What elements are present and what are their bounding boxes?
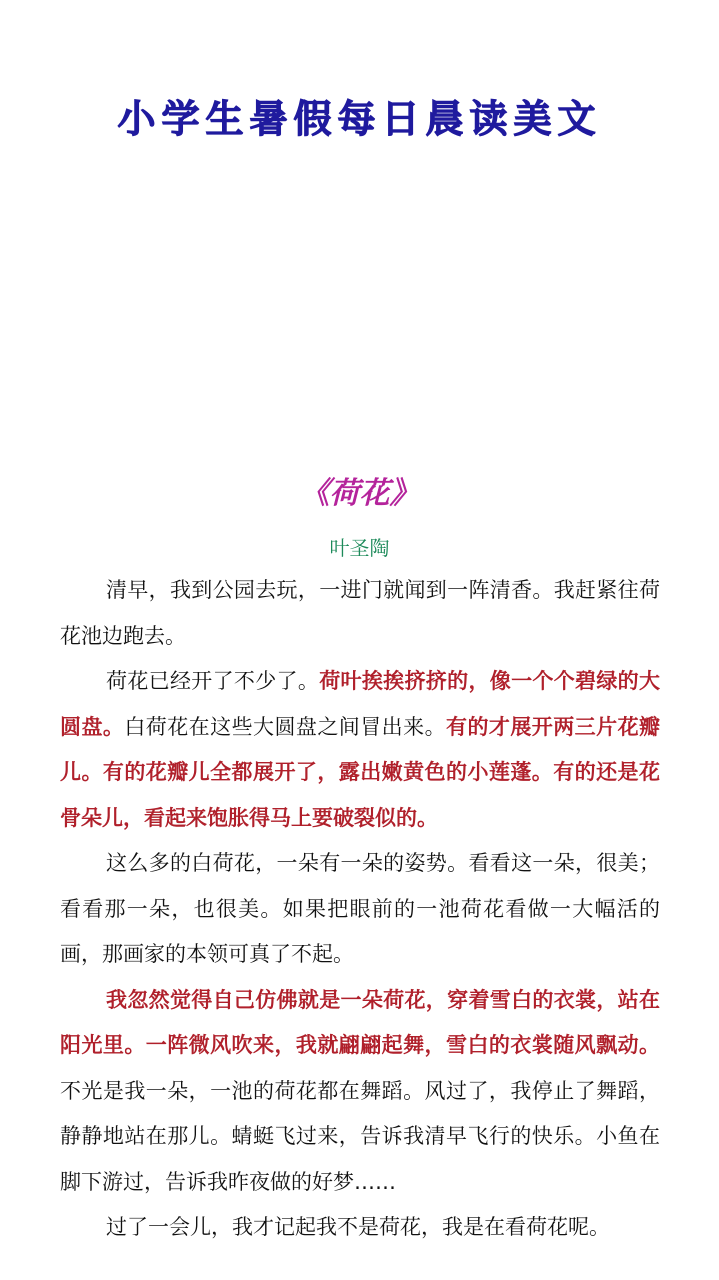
paragraph-5	[60, 1205, 660, 1251]
header-title: 小学生暑假每日晨读美文	[117, 97, 602, 141]
highlighted-text-segment: 有的才展开两三片花瓣儿。有的花瓣儿全都展开了，露出嫩黄色的小莲蓬。有的还是花骨朵儿，看起来饱胀得马上要破裂似的。	[60, 714, 661, 830]
article-author: 叶圣陶	[329, 536, 390, 560]
article-body	[60, 568, 660, 1251]
paragraph-2	[60, 659, 660, 841]
article-title: 《荷花》	[299, 476, 420, 511]
paragraph-3	[60, 841, 660, 978]
highlighted-text-segment: 荷叶挨挨挤挤的，像一个个碧绿的大圆盘。	[60, 669, 661, 739]
text-segment: 这么多的白荷花，一朵有一朵的姿势。看看这一朵，很美；看看那一朵，也很美。如果把眼前的一池荷花看做一大幅活的画，那画家的本领可真了不起。	[60, 851, 660, 966]
text-segment: 白荷花在这些大圆盘之间冒出来。	[124, 714, 447, 739]
text-segment: 过了一会儿，我才记起我不是荷花，我是在看荷花呢。	[106, 1215, 610, 1239]
text-segment: 荷花已经开了不少了。	[106, 669, 320, 693]
text-segment: 不光是我一朵，一池的荷花都在舞蹈。风过了，我停止了舞蹈，静静地站在那儿。蜻蜓飞过来，告诉我清早飞行的快乐。小鱼在脚下游过，告诉我昨夜做的好梦……	[60, 1078, 660, 1194]
highlighted-text-segment: 我忽然觉得自己仿佛就是一朵荷花，穿着雪白的衣裳，站在阳光里。一阵微风吹来，我就翩翩起舞，雪白的衣裳随风飘动。	[60, 987, 660, 1057]
paragraph-4	[60, 978, 660, 1206]
paragraph-1	[60, 568, 660, 659]
text-segment: 清早，我到公园去玩，一进门就闻到一阵清香。我赶紧往荷花池边跑去。	[60, 578, 660, 648]
